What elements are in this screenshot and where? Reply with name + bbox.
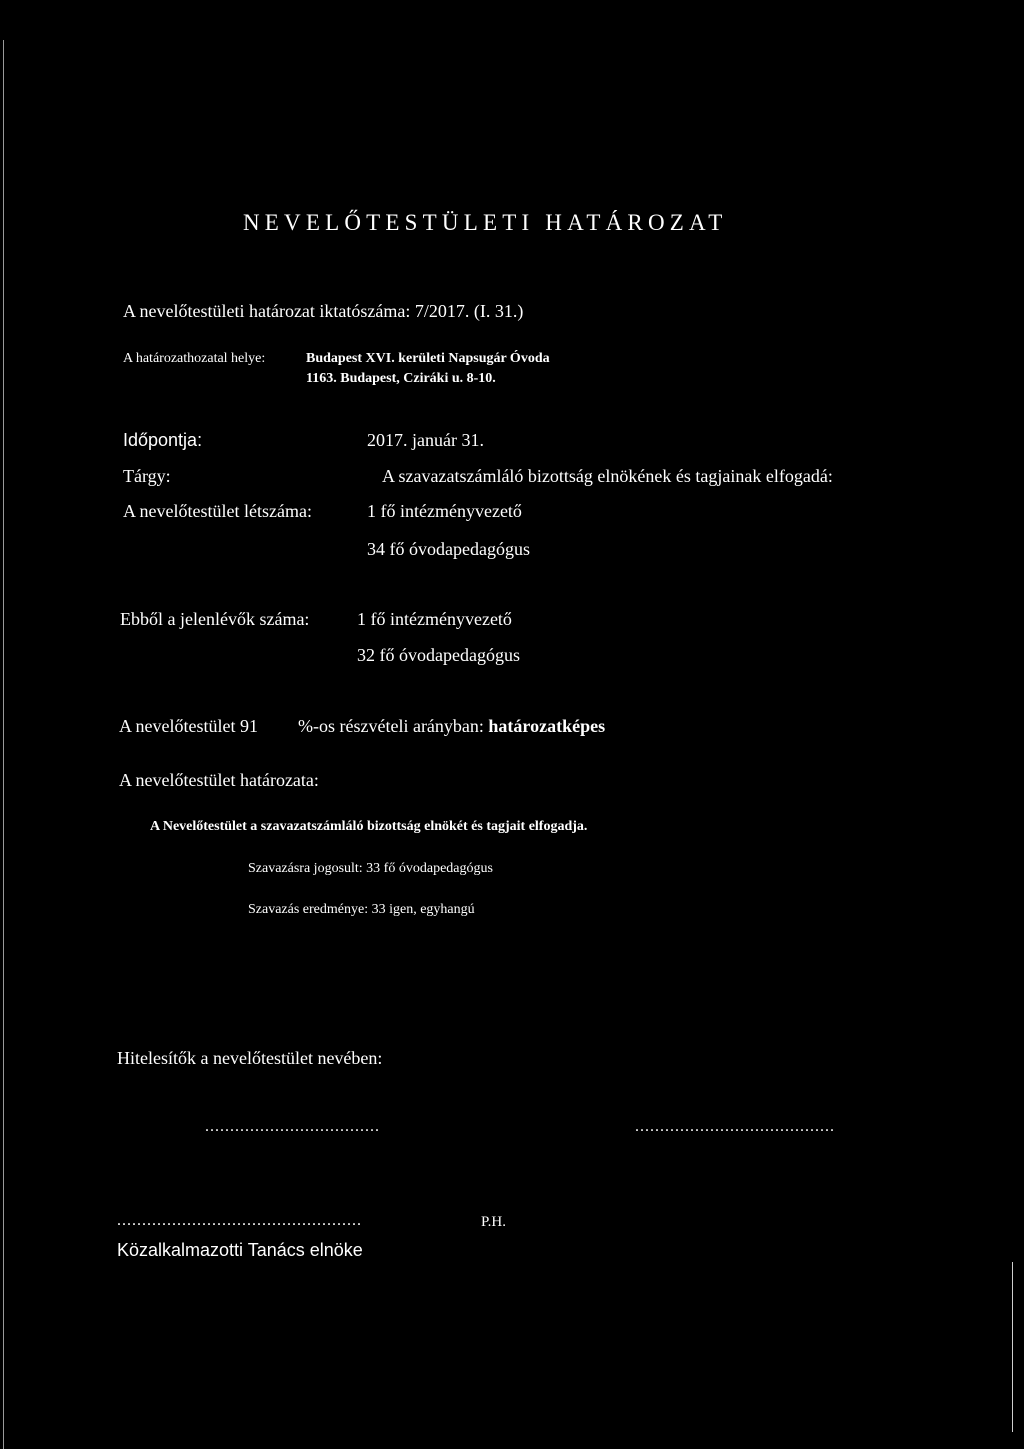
subject-label: Tárgy: <box>123 466 171 486</box>
date-label: Időpontja: <box>123 430 203 450</box>
eligible-line: Szavazásra jogosult: 33 fő óvodapedagógus <box>248 861 493 876</box>
outcome-line: Szavazás eredménye: 33 igen, egyhangú <box>248 902 475 917</box>
present-label: Ebből a jelenlévők száma: <box>120 609 310 629</box>
signature-line-left: ................................... <box>205 1118 380 1135</box>
date-value: 2017. január 31. <box>367 430 484 450</box>
registration-line <box>123 301 523 322</box>
present-line-1: 1 fő intézményvezető <box>357 609 512 629</box>
staff-line-1: 1 fő intézményvezető <box>367 501 522 521</box>
participation-prefix: A nevelőtestület 91 <box>119 716 258 736</box>
present-line-2: 32 fő óvodapedagógus <box>357 645 520 665</box>
staff-line-2: 34 fő óvodapedagógus <box>367 539 530 559</box>
staff-label: A nevelőtestület létszáma: <box>123 501 312 521</box>
authenticators-label: Hitelesítők a nevelőtestület nevében: <box>117 1048 383 1068</box>
registration-label: A nevelőtestületi határozat iktatószáma: <box>123 301 411 321</box>
scan-edge-left <box>3 40 4 1449</box>
participation-result: határozatképes <box>488 716 606 736</box>
place-line-2: 1163. Budapest, Cziráki u. 8-10. <box>306 371 496 386</box>
registration-value: 7/2017. (I. 31.) <box>414 301 524 321</box>
decision-text: A Nevelőtestület a szavazatszámláló bizottság elnökét és tagjait elfogadja. <box>150 819 588 834</box>
participation-line <box>298 716 605 737</box>
scan-edge-right <box>1012 1262 1013 1432</box>
stamp-mark: P.H. <box>481 1214 507 1230</box>
document-title: NEVELŐTESTÜLETI HATÁROZAT <box>243 210 728 235</box>
signature-line-right: ........................................ <box>635 1118 835 1135</box>
decision-label: A nevelőtestület határozata: <box>119 770 319 790</box>
participation-middle: %-os részvételi arányban: <box>298 716 484 736</box>
place-line-1: Budapest XVI. kerületi Napsugár Óvoda <box>306 351 550 366</box>
chair-role: Közalkalmazotti Tanács elnöke <box>117 1240 363 1260</box>
subject-value: A szavazatszámláló bizottság elnökének és tagjainak elfogadá: <box>382 466 833 486</box>
signature-line-chair: ................................................. <box>117 1212 362 1229</box>
place-label: A határozathozatal helye: <box>123 351 266 366</box>
